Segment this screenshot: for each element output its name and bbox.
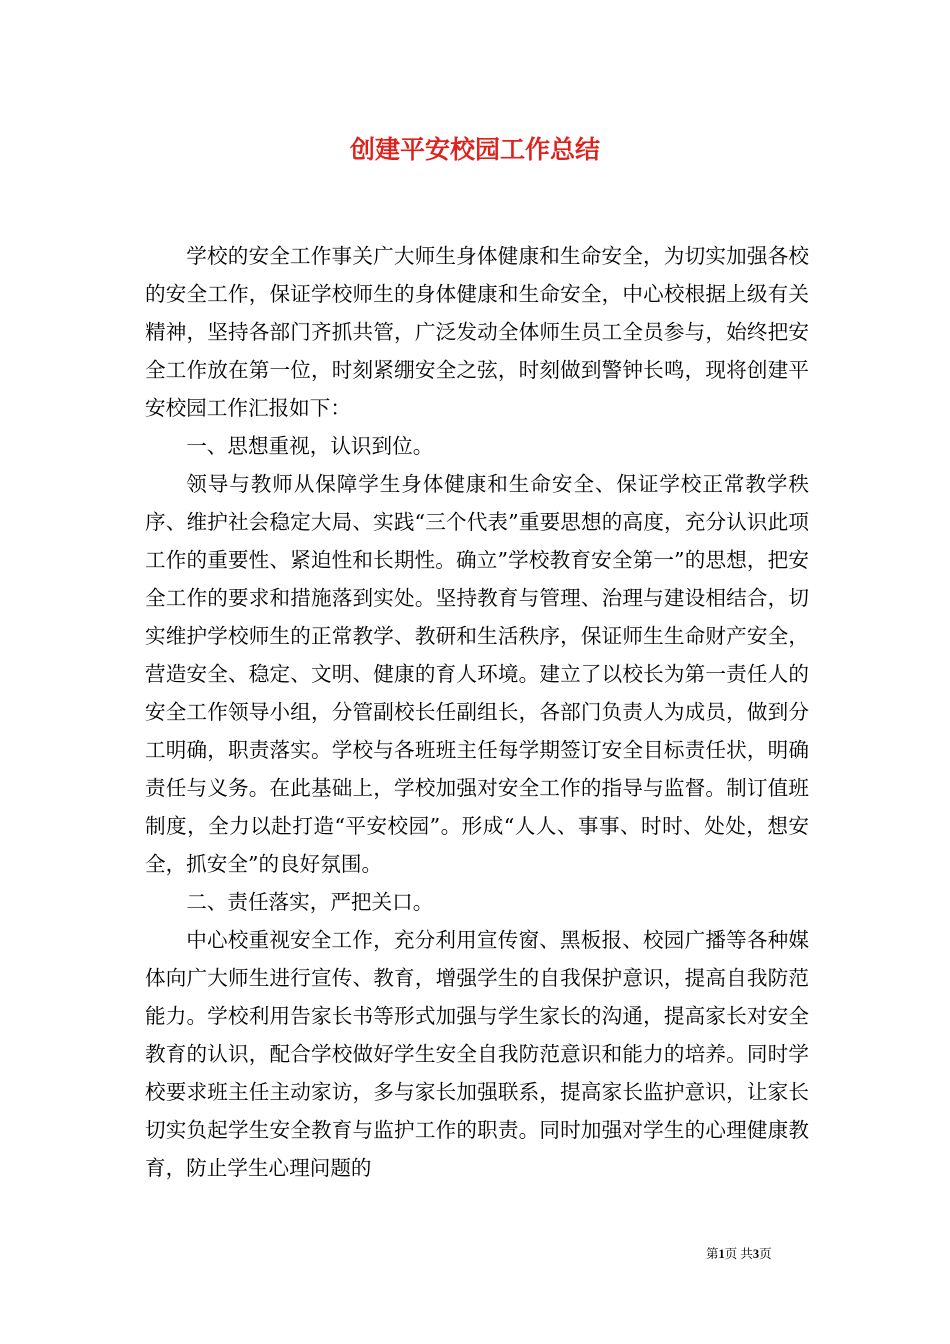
section-heading-1: 一、思想重视，认识到位。 — [186, 434, 434, 458]
footer-suffix: 页 — [759, 1247, 772, 1261]
document-body — [145, 237, 809, 1187]
section-heading-2: 二、责任落实，严把关口。 — [186, 890, 434, 914]
footer-middle: 页 共 — [724, 1247, 753, 1261]
page-number-footer — [706, 1246, 772, 1262]
intro-paragraph: 学校的安全工作事关广大师生身体健康和生命安全，为切实加强各校的安全工作，保证学校师生的身体健康和生命安全，中心校根据上级有关精神，坚持各部门齐抓共管，广泛发动全体师生员工全员参与，始终把安全工作放在第一位，时刻紧绷安全之弦，时刻做到警钟长鸣，现将创建平安校园工作汇报如下： — [145, 244, 809, 420]
footer-prefix: 第 — [706, 1247, 719, 1261]
footer-current-page: 1 — [718, 1247, 725, 1261]
section-1-paragraph: 领导与教师从保障学生身体健康和生命安全、保证学校正常教学秩序、维护社会稳定大局、实践“三个代表”重要思想的高度，充分认识此项工作的重要性、紧迫性和长期性。确立”学校教育安全第一”的思想，把安全工作的要求和措施落到实处。坚持教育与管理、治理与建设相结合，切实维护学校师生的正常教学、教研和生活秩序，保证师生生命财产安全，营造安全、稳定、文明、健康的育人环境。建立了以校长为第一责任人的安全工作领导小组，分管副校长任副组长，各部门负责人为成员，做到分工明确，职责落实。学校与各班班主任每学期签订安全目标责任状，明确责任与义务。在此基础上，学校加强对安全工作的指导与监督。制订值班制度，全力以赴打造“平安校园”。形成“人人、事事、时时、处处，想安全，抓安全”的良好氛围。 — [145, 472, 809, 876]
footer-total-pages: 3 — [752, 1247, 760, 1261]
section-2-paragraph: 中心校重视安全工作，充分利用宣传窗、黑板报、校园广播等各种媒体向广大师生进行宣传、教育，增强学生的自我保护意识，提高自我防范能力。学校利用告家长书等形式加强与学生家长的沟通，提高家长对安全教育的认识，配合学校做好学生安全自我防范意识和能力的培养。同时学校要求班主任主动家访，多与家长加强联系，提高家长监护意识，让家长切实负起学生安全教育与监护工作的职责。同时加强对学生的心理健康教育，防止学生心理问题的 — [145, 928, 809, 1180]
document-title: 创建平安校园工作总结 — [349, 135, 600, 164]
